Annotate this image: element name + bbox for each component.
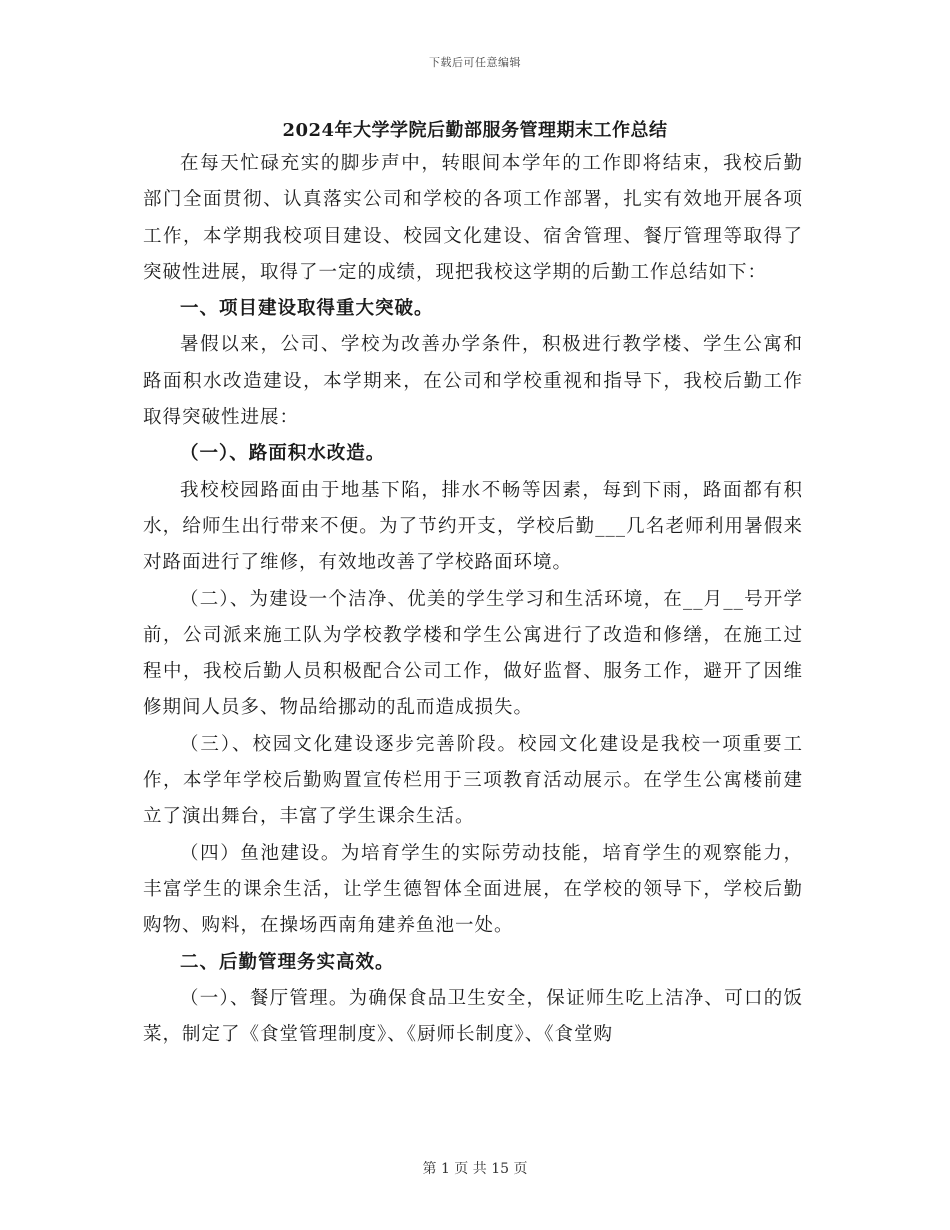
document-body xyxy=(143,146,803,1053)
paragraph-road-repair: 我校校园路面由于地基下陷，排水不畅等因素，每到下雨，路面都有积水，给师生出行带来不便。为了节约开支，学校后勤___几名老师利用暑假来对路面进行了维修，有效地改善了学校路面环境。 xyxy=(143,479,803,574)
paragraph-building-renovation: （二）、为建设一个洁净、优美的学生学习和生活环境，在__月__号开学前，公司派来施工队为学校教学楼和学生公寓进行了改造和修缮，在施工过程中，我校后勤人员积极配合公司工作，做好监督、服务工作，避开了因维修期间人员多、物品给挪动的乱而造成损失。 xyxy=(143,588,803,719)
section-heading-1: 一、项目建设取得重大突破。 xyxy=(180,298,434,320)
paragraph-canteen: （一）、餐厅管理。为确保食品卫生安全，保证师生吃上洁净、可口的饭菜，制定了《食堂管理制度》、《厨师长制度》、《食堂购 xyxy=(143,987,803,1046)
paragraph-campus-culture: （三）、校园文化建设逐步完善阶段。校园文化建设是我校一项重要工作，本学年学校后勤购置宣传栏用于三项教育活动展示。在学生公寓楼前建立了演出舞台，丰富了学生课余生活。 xyxy=(143,733,803,828)
paragraph-fish-pond: （四）鱼池建设。为培育学生的实际劳动技能，培育学生的观察能力，丰富学生的课余生活，让学生德智体全面进展，在学校的领导下，学校后勤购物、购料，在操场西南角建养鱼池一处。 xyxy=(143,842,803,937)
paragraph-intro: 在每天忙碌充实的脚步声中，转眼间本学年的工作即将结束，我校后勤部门全面贯彻、认真落实公司和学校的各项工作部署，扎实有效地开展各项工作，本学期我校项目建设、校园文化建设、宿舍管理、餐厅管理等取得了突破性进展，取得了一定的成绩，现把我校这学期的后勤工作总结如下： xyxy=(143,153,803,283)
section-heading-2: 二、后勤管理务实高效。 xyxy=(180,951,395,973)
paragraph-project-overview: 暑假以来，公司、学校为改善办学条件，积极进行教学楼、学生公寓和路面积水改造建设，本学期来，在公司和学校重视和指导下，我校后勤工作取得突破性进展： xyxy=(143,334,803,429)
page-footer: 第 1 页 共 15 页 xyxy=(422,1161,528,1177)
subsection-heading-road: （一）、路面积水改造。 xyxy=(180,443,386,465)
document-title: 2024年大学学院后勤部服务管理期末工作总结 xyxy=(282,120,668,141)
header-note: 下载后可任意编辑 xyxy=(429,56,521,69)
